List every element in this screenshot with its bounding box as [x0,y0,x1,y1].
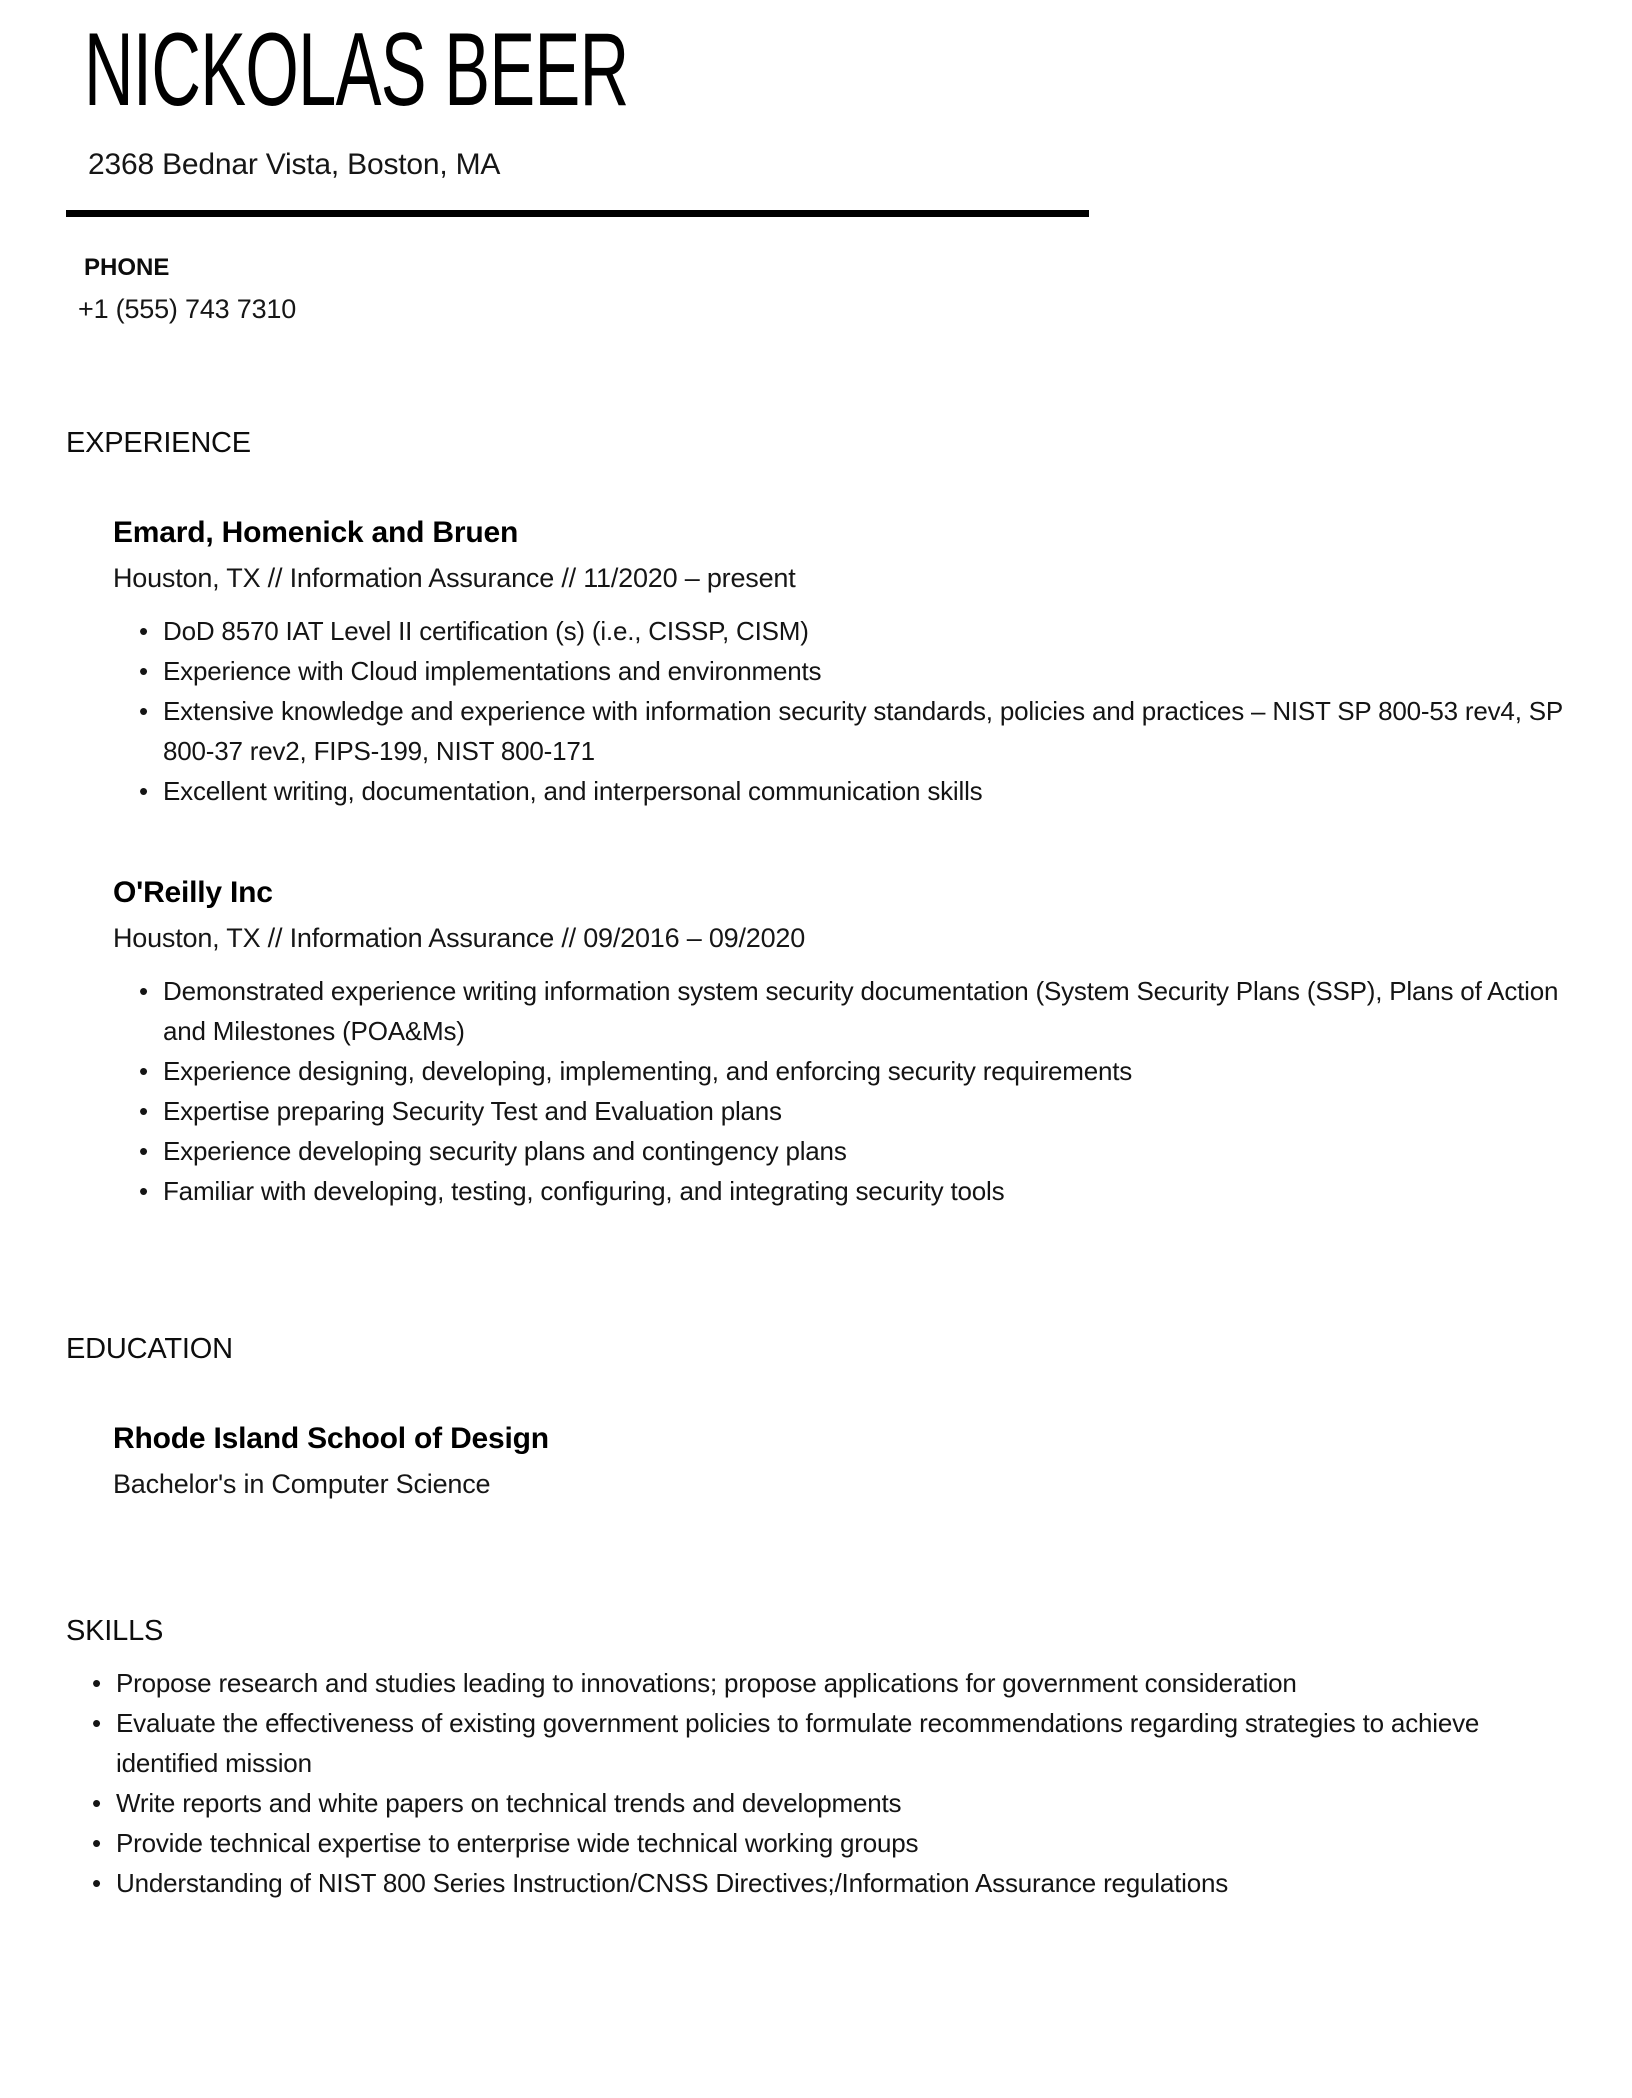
skills-section [66,1613,1566,1903]
skill-bullet: • Propose research and studies leading to innovations; propose applications for government consideration [66,1663,1521,1703]
job-bullet: • Experience designing, developing, implementing, and enforcing security requirements [113,1051,1566,1091]
skill-bullet: • Provide technical expertise to enterprise wide technical working groups [66,1823,1521,1863]
job-bullet: • DoD 8570 IAT Level II certification (s) (i.e., CISSP, CISM) [113,611,1566,651]
phone-value: +1 (555) 743 7310 [78,294,297,324]
skill-bullet: • Write reports and white papers on technical trends and developments [66,1783,1521,1823]
job-bullet: • Demonstrated experience writing information system security documentation (System Security Plans (SSP), Plans of Action and Milestones (POA&Ms) [113,971,1566,1051]
skill-bullet: • Evaluate the effectiveness of existing government policies to formulate recommendations regarding strategies to achieve identified mission [66,1703,1521,1783]
education-section [66,1331,1566,1503]
phone-label: PHONE [84,254,170,281]
job-bullet: • Experience developing security plans and contingency plans [113,1131,1566,1171]
candidate-name: NICKOLAS BEER [84,12,629,128]
job-bullet: • Extensive knowledge and experience with information security standards, policies and practices – NIST SP 800-53 rev4, SP 800-37 rev2, FIPS-199, NIST 800-171 [113,691,1566,771]
contact-section [66,253,1566,327]
education-entry [113,1419,1566,1503]
school-name: Rhode Island School of Design [113,1422,549,1455]
degree: Bachelor's in Computer Science [113,1469,491,1499]
job-entry [113,513,1566,811]
job-bullet: • Familiar with developing, testing, configuring, and integrating security tools [113,1171,1566,1211]
job-bullet: • Experience with Cloud implementations and environments [113,651,1566,691]
skill-bullet: • Understanding of NIST 800 Series Instruction/CNSS Directives;/Information Assurance regulations [66,1863,1521,1903]
experience-section [66,425,1566,1211]
resume-header [66,14,1566,184]
job-entry [113,873,1566,1211]
job-meta: Houston, TX // Information Assurance // 09/2016 – 09/2020 [113,923,806,953]
company-name: Emard, Homenick and Bruen [113,516,519,549]
company-name: O'Reilly Inc [113,876,273,909]
candidate-address: 2368 Bednar Vista, Boston, MA [88,148,501,181]
job-bullet: • Expertise preparing Security Test and Evaluation plans [113,1091,1566,1131]
section-title-experience: EXPERIENCE [66,427,251,459]
job-meta: Houston, TX // Information Assurance // 11/2020 – present [113,563,796,593]
job-bullet-list [113,611,1566,811]
job-bullet-list [113,971,1566,1211]
header-divider [66,210,1089,217]
section-title-education: EDUCATION [66,1333,233,1365]
skills-list [66,1663,1521,1903]
job-bullet: • Excellent writing, documentation, and interpersonal communication skills [113,771,1566,811]
section-title-skills: SKILLS [66,1615,164,1647]
